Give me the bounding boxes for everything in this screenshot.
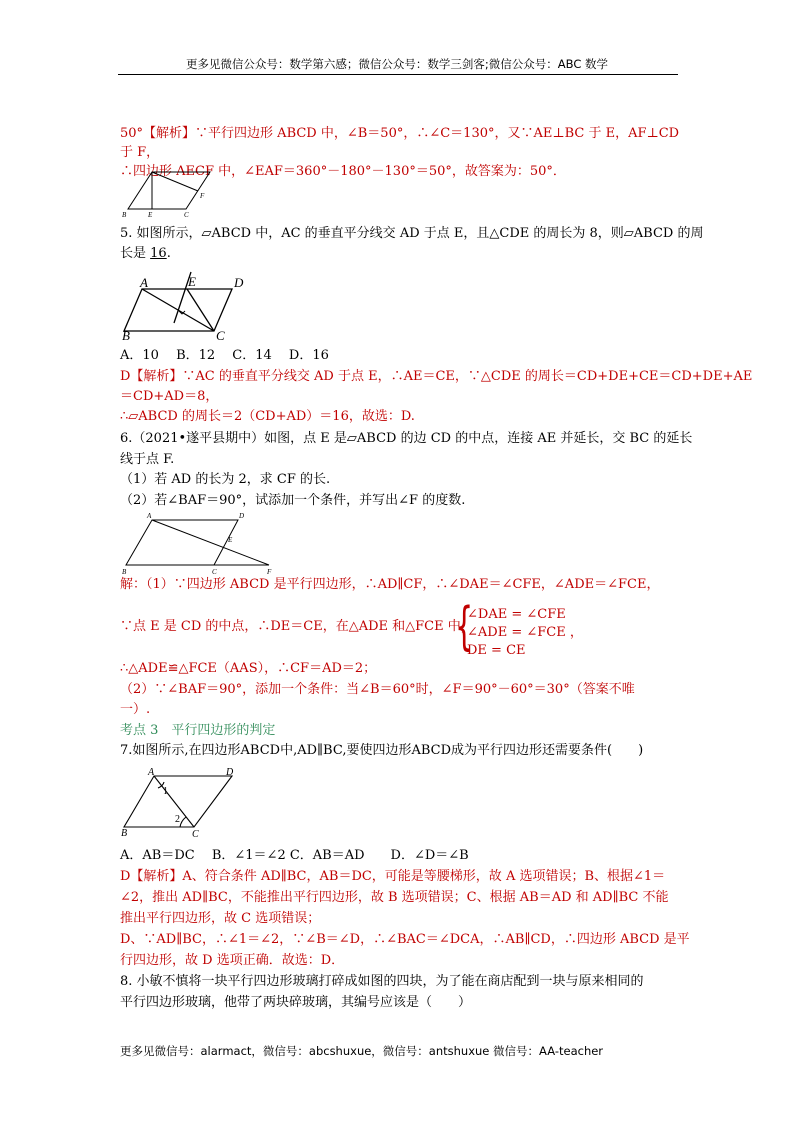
q6-figure (118, 510, 278, 576)
q5-label-c: C (216, 328, 225, 343)
q5-options: A．10 B．12 C．14 D．16 (120, 348, 329, 363)
q6-solution-line2: ∵点 E 是 CD 的中点，∴DE＝CE，在△ADE 和△FCE 中， (120, 619, 474, 634)
q4-solution-line3: ∴四边形 AECF 中，∠EAF＝360°－180°－130°＝50°，故答案为：50°． (120, 164, 566, 179)
q4-label-b: B (122, 211, 127, 219)
q7-solution-line3: 推出平行四边形，故 C 选项错误； (120, 911, 321, 926)
q6-label-a: A (147, 512, 152, 520)
q6-system-brace: { (455, 597, 474, 657)
q8-stem-line2: 平行四边形玻璃，他带了两块碎玻璃，其编号应该是（ ） (120, 995, 472, 1010)
q7-solution-line2: ∠2，推出 AD∥BC，不能推出平行四边形，故 B 选项错误；C、根据 AB＝AD 和 AD∥BC 不能 (120, 890, 669, 905)
q4-solution-line2: 于 F， (120, 145, 160, 160)
page-header: 更多见微信公众号：数学第六感；微信公众号：数学三剑客;微信公众号：ABC 数学 (185, 57, 609, 71)
q5-label-d: D (234, 275, 244, 290)
q7-label-c: C (192, 829, 199, 840)
q5-solution-line3: ∴▱ABCD 的周长＝2（CD+AD）＝16，故选：D. (120, 409, 415, 424)
q6-subquestion-2: （2）若∠BAF＝90°，试添加一个条件，并写出∠F 的度数. (120, 493, 466, 508)
q6-system-row1: ∠DAE = ∠CFE (467, 607, 566, 622)
q7-label-b: B (121, 828, 128, 839)
q6-label-d: D (239, 512, 245, 520)
q7-label-angle1: 1 (163, 786, 168, 797)
q6-solution-line4: （2）∵∠BAF＝90°，添加一个条件：当∠B＝60°时，∠F＝90°－60°＝30°（答案不唯 (120, 682, 635, 697)
q4-label-f: F (200, 192, 205, 200)
q5-label-e: E (188, 274, 196, 289)
q6-solution-line5: 一）. (120, 702, 151, 717)
header-divider (118, 74, 678, 75)
q6-solution-line1: 解：（1）∵四边形 ABCD 是平行四边形，∴AD∥CF，∴∠DAE＝∠CFE，∠ADE＝∠FCE， (120, 577, 660, 592)
q7-options: A．AB＝DC B．∠1＝∠2 C．AB＝AD D．∠D＝∠B (120, 848, 469, 863)
q7-solution-line4: D、∵AD∥BC，∴∠1＝∠2，∵∠B＝∠D，∴∠BAC＝∠DCA，∴AB∥CD，∴四边形 ABCD 是平 (120, 932, 690, 947)
q7-label-a: A (148, 767, 155, 778)
page-footer: 更多见微信号：alarmact，微信号：abcshuxue，微信号：antshuxue 微信号：AA-teacher (120, 1044, 604, 1058)
q5-segment-ec (187, 289, 214, 331)
q6-parallelogram (126, 520, 238, 565)
q7-angle-2-arc (180, 817, 186, 827)
q7-label-d: D (226, 767, 234, 778)
q5-stem-line1: 5. 如图所示，▱ABCD 中，AC 的垂直平分线交 AD 于点 E，且△CDE 的周长为 8，则▱ABCD 的周 (120, 226, 704, 241)
q6-label-f: F (267, 568, 272, 576)
q6-subquestion-1: （1）若 AD 的长为 2，求 CF 的长. (120, 472, 331, 487)
q5-solution-line2: ＝CD+AD＝8， (120, 389, 219, 404)
q4-altitude-af (152, 172, 198, 191)
q7-figure (118, 764, 248, 840)
q4-solution-line1: 50°【解析】∵平行四边形 ABCD 中，∠B＝50°，∴∠C＝130°，又∵AE⊥BC 于 E，AF⊥CD (120, 126, 680, 141)
q6-stem-line2: 线于点 F. (120, 452, 175, 467)
q5-stem-line2: 长是 16. (120, 246, 171, 261)
q7-diagonal-ac (154, 776, 194, 827)
q6-solution-line3: ∴△ADE≌△FCE（AAS），∴CF＝AD＝2； (120, 661, 377, 676)
section-heading: 考点 3 平行四边形的判定 (120, 723, 276, 738)
q8-stem-line1: 8. 小敏不慎将一块平行四边形玻璃打碎成如图的四块，为了能在商店配到一块与原来相同的 (120, 974, 644, 989)
q5-answer-blank: 16 (150, 246, 167, 261)
q4-figure (118, 164, 218, 220)
q5-label-a: A (140, 275, 148, 290)
q7-stem: 7.如图所示,在四边形ABCD中,AD∥BC,要使四边形ABCD成为平行四边形还需要条件( ) (120, 743, 644, 758)
q6-stem-line1: 6.（2021•遂平县期中）如图，点 E 是▱ABCD 的边 CD 的中点，连接 AE 并延长，交 BC 的延长 (120, 431, 693, 446)
q6-line-af (152, 520, 269, 565)
q7-solution-line5: 行四边形，故 D 选项正确．故选：D． (120, 953, 345, 968)
q6-label-c: C (212, 568, 217, 576)
q4-label-e: E (148, 211, 153, 219)
q6-system-row2: ∠ADE = ∠FCE ， (467, 625, 583, 640)
q6-label-e: E (228, 536, 233, 544)
q7-label-angle2: 2 (175, 814, 180, 825)
q7-solution-line1: D【解析】A、符合条件 AD∥BC，AB＝DC，可能是等腰梯形，故 A 选项错误；B、根据∠1＝ (120, 869, 666, 884)
q5-figure (118, 268, 258, 344)
q5-label-b: B (122, 328, 130, 343)
q6-label-b: B (122, 568, 127, 576)
q4-label-c: C (184, 211, 189, 219)
q6-system-row3: DE = CE (467, 643, 526, 658)
q5-solution-line1: D【解析】∵AC 的垂直平分线交 AD 于点 E，∴AE＝CE，∵△CDE 的周长＝CD+DE+CE＝CD+DE+AE (120, 369, 753, 384)
